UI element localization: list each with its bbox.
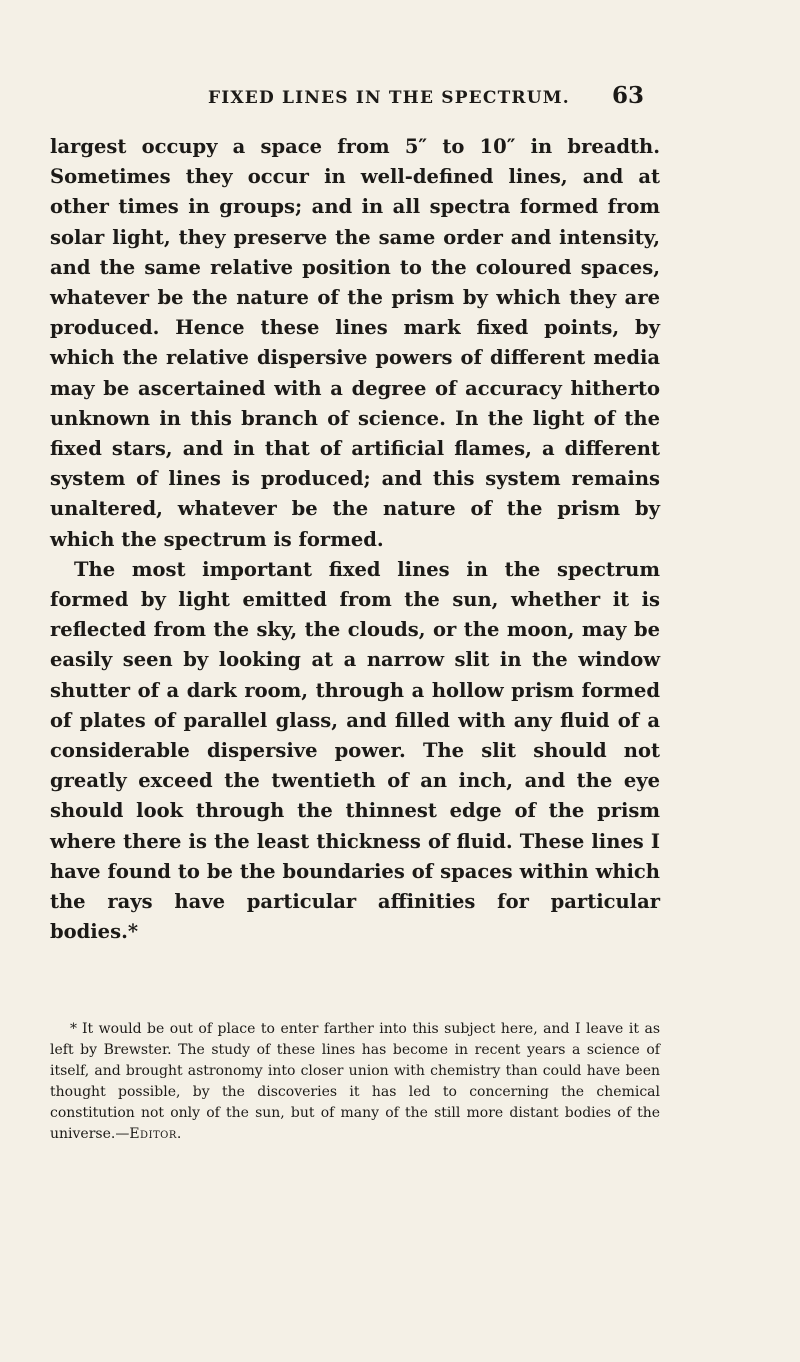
running-head: FIXED LINES IN THE SPECTRUM. — [208, 88, 570, 108]
footnote — [50, 1019, 660, 1145]
footnote-marker: * — [70, 1021, 77, 1037]
paragraph-fixed-lines: The most important fixed lines in the spectrum formed by light emitted from the sun, whether it is reflected from the sky, the clouds, or the moon, may be easily seen by looking at a narrow slit in the window shutter of a dark room, through a hollow prism formed of plates of parallel glass, and filled with any fluid of a considerable dispersive power. The slit should not greatly exceed the twentieth of an inch, and the eye should look through the thinnest edge of the prism where there is the least thickness of fluid. These lines I have found to be the boundaries of spaces within which the rays have particular affinities for particular bodies.* — [50, 557, 660, 944]
paragraph-continuation: largest occupy a space from 5″ to 10″ in breadth. Sometimes they occur in well-defined lines, and at other times in groups; and in all spectra formed from solar light, they preserve the same order and intensity, and the same relative position to the coloured spaces, whatever be the nature of the prism by which they are produced. Hence these lines mark fixed points, by which the relative dispersive powers of different media may be ascertained with a degree of accuracy hitherto unknown in this branch of science. In the light of the fixed stars, and in that of artificial flames, a different system of lines is produced; and this system remains unaltered, whatever be the nature of the prism by which the spectrum is formed. — [50, 135, 660, 551]
footnote-text: It would be out of place to enter farther into this subject here, and I leave it as left by Brewster. The study of these lines has become in recent years a science of itself, and brought astronomy into closer union with chemistry than could have been thought possible, by the discoveries it has led to concerning the chemical constitution not only of the sun, but of many of the still more distant bodies of the universe.— — [50, 1021, 660, 1142]
body-text — [50, 132, 660, 947]
footnote-signature: Editor. — [129, 1126, 182, 1142]
page-number: 63 — [612, 82, 645, 109]
